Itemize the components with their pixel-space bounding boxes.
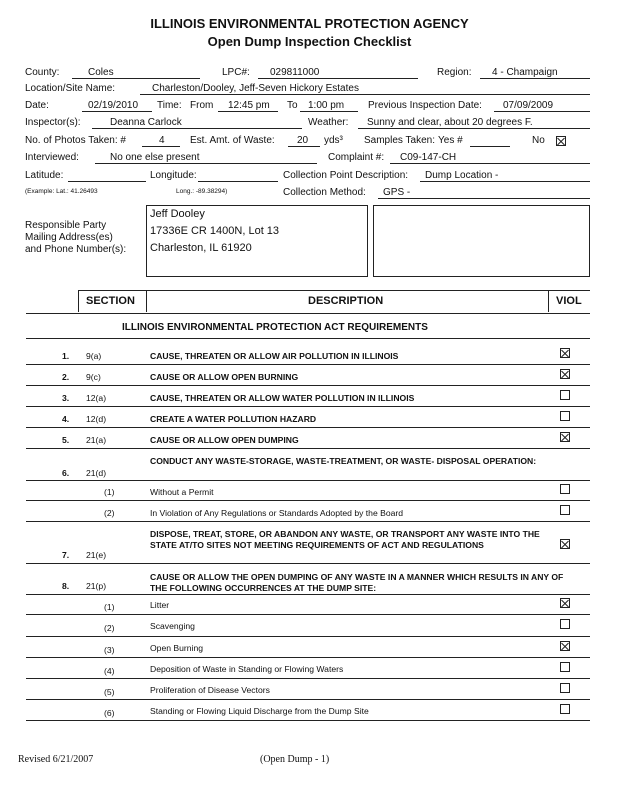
waste-unit: yds³: [324, 135, 343, 146]
samples-yes-label: Yes #: [438, 135, 463, 146]
county-field[interactable]: Coles: [88, 67, 114, 78]
inspector-field[interactable]: Deanna Carlock: [110, 117, 182, 128]
weather-field[interactable]: Sunny and clear, about 20 degrees F.: [367, 117, 533, 128]
row-section: 12(a): [86, 393, 107, 403]
party-label-line3: and Phone Number(s):: [25, 244, 127, 255]
row-description: CREATE A WATER POLLUTION HAZARD: [150, 414, 317, 424]
interviewed-field[interactable]: No one else present: [110, 152, 200, 163]
row-description: In Violation of Any Regulations or Standards Adopted by the Board: [150, 508, 404, 518]
row-section: 9(c): [86, 372, 101, 382]
row-section: 9(a): [86, 351, 102, 361]
row-checkbox[interactable]: [560, 704, 570, 714]
example-latitude: (Example: Lat.: 41.26493: [25, 188, 98, 195]
row-section: 21(d): [86, 468, 107, 478]
example-longitude: Long.: -89.38294): [176, 188, 228, 195]
revised-date: Revised 6/21/2007: [18, 754, 94, 765]
row-section: (4): [104, 666, 115, 676]
party-address: 17336E CR 1400N, Lot 13: [150, 225, 280, 237]
party-box-primary[interactable]: [146, 205, 368, 277]
row-description: CAUSE OR ALLOW OPEN DUMPING: [150, 435, 299, 445]
photos-label: No. of Photos Taken: #: [25, 135, 126, 146]
longitude-label: Longitude:: [150, 170, 197, 181]
row-checkbox[interactable]: [560, 369, 570, 379]
row-description: Scavenging: [150, 621, 195, 631]
row-checkbox[interactable]: [560, 619, 570, 629]
row-checkbox[interactable]: [560, 683, 570, 693]
time-from-label: From: [190, 100, 214, 111]
row-description: CAUSE OR ALLOW OPEN BURNING: [150, 372, 299, 382]
row-description: Deposition of Waste in Standing or Flowing Waters: [150, 664, 344, 674]
waste-label: Est. Amt. of Waste:: [190, 135, 275, 146]
collection-point-field[interactable]: Dump Location -: [425, 170, 499, 181]
time-to-label: To: [287, 100, 298, 111]
row-description: Without a Permit: [150, 487, 214, 497]
row-description: CAUSE, THREATEN OR ALLOW AIR POLLUTION IN ILLINOIS: [150, 351, 399, 361]
row-number: 4.: [62, 414, 70, 424]
row-description: CONDUCT ANY WASTE-STORAGE, WASTE-TREATMENT, OR WASTE- DISPOSAL OPERATION:: [150, 456, 537, 466]
weather-label: Weather:: [308, 117, 349, 128]
row-number: 7.: [62, 550, 70, 560]
date-label: Date:: [25, 100, 49, 111]
party-label-line2: Mailing Address(es): [25, 232, 113, 243]
waste-field[interactable]: 20: [297, 135, 309, 146]
row-description: DISPOSE, TREAT, STORE, OR ABANDON ANY WASTE, OR TRANSPORT ANY WASTE INTO THE STATE AT/TO SITES NOT MEETING REQUIREMENTS OF ACT AND REGULATIONS: [150, 529, 540, 550]
row-section: (2): [104, 623, 115, 633]
collection-method-field[interactable]: GPS -: [383, 187, 411, 198]
row-number: 2.: [62, 372, 70, 382]
row-description: Proliferation of Disease Vectors: [150, 685, 270, 695]
row-checkbox[interactable]: [560, 390, 570, 400]
row-section: (6): [104, 708, 115, 718]
previous-inspection-label: Previous Inspection Date:: [368, 100, 482, 111]
row-description: CAUSE, THREATEN OR ALLOW WATER POLLUTION IN ILLINOIS: [150, 393, 415, 403]
lpc-label: LPC#:: [222, 67, 250, 78]
row-section: (5): [104, 687, 115, 697]
row-checkbox[interactable]: [560, 348, 570, 358]
row-checkbox[interactable]: [560, 662, 570, 672]
county-label: County:: [25, 67, 60, 78]
time-label: Time:: [157, 100, 182, 111]
row-section: 21(a): [86, 435, 107, 445]
party-city: Charleston, IL 61920: [150, 242, 252, 254]
row-section: (2): [104, 508, 115, 518]
row-checkbox[interactable]: [560, 641, 570, 651]
complaint-label: Complaint #:: [328, 152, 385, 163]
row-checkbox[interactable]: [560, 598, 570, 608]
location-field[interactable]: Charleston/Dooley, Jeff-Seven Hickory Estates: [152, 83, 359, 94]
samples-label: Samples Taken:: [364, 135, 435, 146]
lpc-field[interactable]: 029811000: [270, 67, 320, 78]
row-section: (1): [104, 487, 115, 497]
time-from-field[interactable]: 12:45 pm: [228, 100, 270, 111]
row-number: 5.: [62, 435, 70, 445]
row-number: 6.: [62, 468, 70, 478]
samples-no-label: No: [532, 135, 545, 146]
act-heading: ILLINOIS ENVIRONMENTAL PROTECTION ACT REQUIREMENTS: [122, 322, 428, 333]
row-number: 3.: [62, 393, 70, 403]
row-section: 21(e): [86, 550, 107, 560]
agency-title: ILLINOIS ENVIRONMENTAL PROTECTION AGENCY: [150, 16, 469, 31]
row-checkbox[interactable]: [560, 484, 570, 494]
row-checkbox[interactable]: [560, 411, 570, 421]
party-name: Jeff Dooley: [150, 208, 205, 220]
date-field[interactable]: 02/19/2010: [88, 100, 139, 111]
interviewed-label: Interviewed:: [25, 152, 79, 163]
row-description: Litter: [150, 600, 170, 610]
row-section: (1): [104, 602, 115, 612]
photos-field[interactable]: 4: [159, 135, 165, 146]
samples-no-checkbox[interactable]: [556, 136, 566, 146]
row-section: 12(d): [86, 414, 107, 424]
column-section: SECTION: [86, 295, 135, 307]
row-section: (3): [104, 645, 115, 655]
latitude-label: Latitude:: [25, 170, 64, 181]
row-checkbox[interactable]: [560, 539, 570, 549]
complaint-field[interactable]: C09-147-CH: [400, 152, 457, 163]
party-label-line1: Responsible Party: [25, 220, 107, 231]
row-number: 1.: [62, 351, 70, 361]
collection-method-label: Collection Method:: [283, 187, 366, 198]
row-checkbox[interactable]: [560, 505, 570, 515]
region-field[interactable]: 4 - Champaign: [492, 67, 558, 78]
row-description: Standing or Flowing Liquid Discharge from the Dump Site: [150, 706, 369, 716]
party-box-secondary[interactable]: [373, 205, 590, 277]
inspector-label: Inspector(s):: [25, 117, 81, 128]
row-section: 21(p): [86, 581, 107, 591]
region-label: Region:: [437, 67, 472, 78]
time-to-field[interactable]: 1:00 pm: [308, 100, 345, 111]
page-number: (Open Dump - 1): [260, 754, 330, 765]
location-label: Location/Site Name:: [25, 83, 116, 94]
column-viol: VIOL: [556, 295, 582, 307]
previous-inspection-field[interactable]: 07/09/2009: [503, 100, 554, 111]
checklist-title: Open Dump Inspection Checklist: [207, 34, 412, 49]
row-checkbox[interactable]: [560, 432, 570, 442]
row-description: Open Burning: [150, 643, 204, 653]
row-number: 8.: [62, 581, 70, 591]
row-description: CAUSE OR ALLOW THE OPEN DUMPING OF ANY WASTE IN A MANNER WHICH RESULTS IN ANY OF THE FOLLOWING OCCURRENCES AT THE DUMP SITE:: [150, 572, 564, 593]
column-description: DESCRIPTION: [308, 295, 384, 307]
collection-point-label: Collection Point Description:: [283, 170, 409, 181]
